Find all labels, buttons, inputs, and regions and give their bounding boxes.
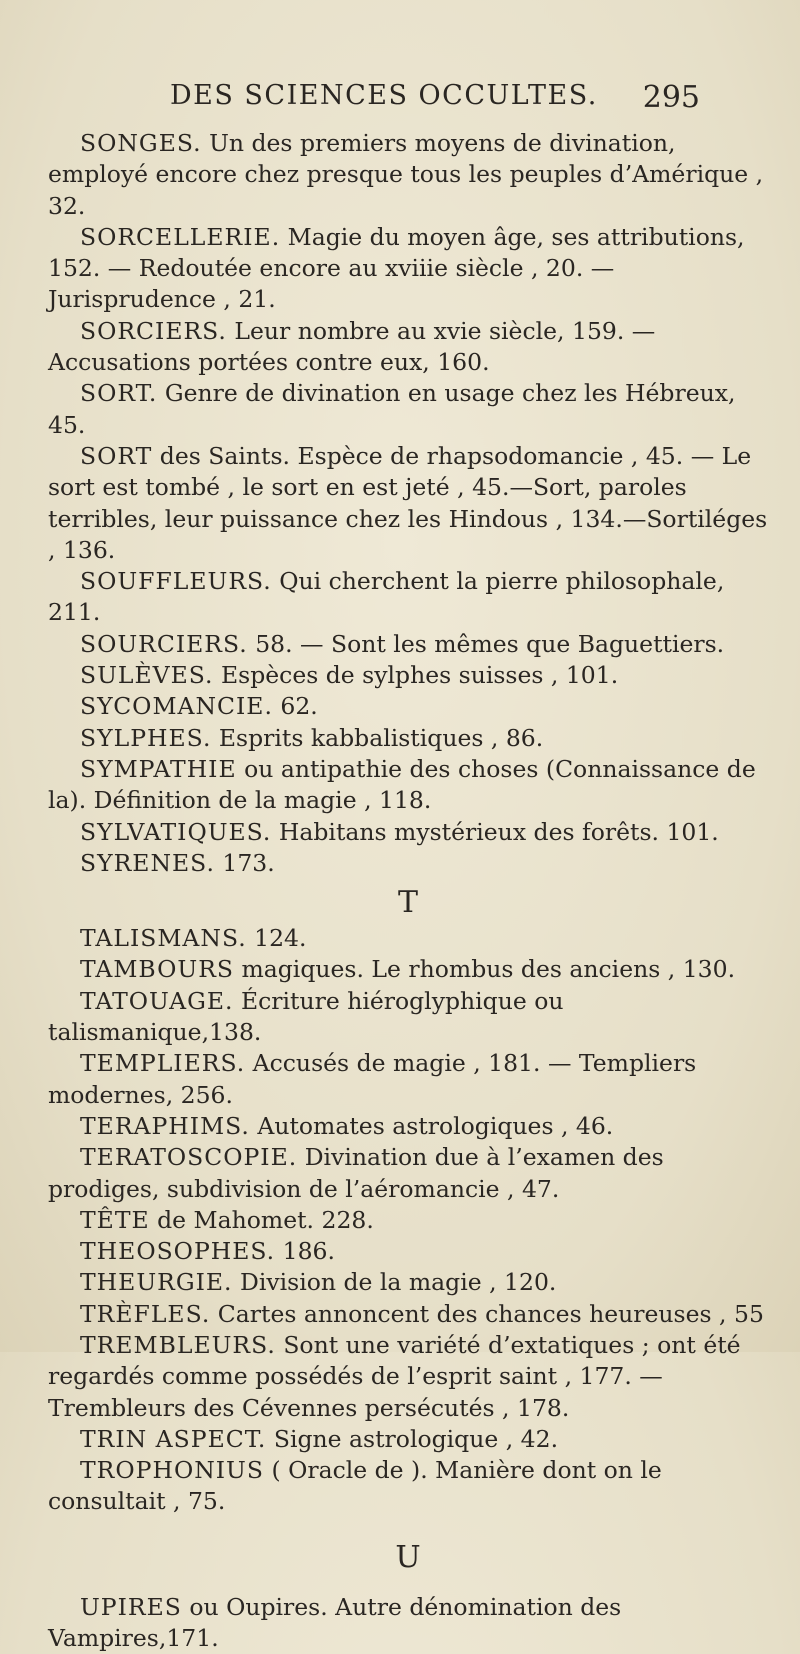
index-entry: SORCIERS. Leur nombre au xvie siècle, 159. — Accusations portées contre eux, 160. [48, 316, 656, 377]
section-letter-u: U [395, 1539, 421, 1575]
index-entry: SOUFFLEURS. Qui cherchent la pierre philosophale, 211. [48, 567, 725, 627]
index-entry: SULÈVES. Espèces de sylphes suisses , 101. [80, 661, 619, 690]
index-entry: UPIRES ou Oupires. Autre dénomination des Vampires,171. [48, 1592, 622, 1653]
index-entry: SORT des Saints. Espèce de rhapsodomancie , 45. — Le sort est tombé , le sort en est jeté , 45.—Sort, paroles terribles, leur puissance chez les Hindous , 134.—Sortiléges , 136. [48, 441, 768, 564]
page-number: 295 [642, 80, 700, 115]
page-header [170, 80, 700, 120]
index-entry: TERAPHIMS. Automates astrologiques , 46. [80, 1111, 614, 1140]
index-entry: SOURCIERS. 58. — Sont les mêmes que Baguettiers. [80, 629, 725, 658]
index-entry: TERATOSCOPIE. Divination due à l’examen des prodiges, subdivision de l’aéromancie , 47. [48, 1143, 664, 1203]
index-entry: TALISMANS. 124. [80, 924, 307, 953]
index-entry: SYLPHES. Esprits kabbalistiques , 86. [80, 723, 544, 752]
index-entry: TEMPLIERS. Accusés de magie , 181. — Templiers modernes, 256. [48, 1049, 697, 1109]
index-entry: THEOSOPHES. 186. [80, 1237, 335, 1266]
index-entries [48, 128, 768, 1654]
index-entry: TÊTE de Mahomet. 228. [80, 1205, 374, 1234]
running-title: DES SCIENCES OCCULTES. [170, 80, 598, 111]
index-entry: THEURGIE. Division de la magie , 120. [80, 1268, 557, 1297]
index-entry: SYCOMANCIE. 62. [80, 692, 318, 721]
index-entry: TROPHONIUS ( Oracle de ). Manière dont on le consultait , 75. [48, 1456, 662, 1516]
index-entry: TRIN ASPECT. Signe astrologique , 42. [80, 1424, 559, 1453]
index-entry: SORT. Genre de divination en usage chez les Hébreux, 45. [48, 379, 736, 439]
index-entry: SYLVATIQUES. Habitans mystérieux des forêts. 101. [80, 817, 719, 846]
index-entry: TATOUAGE. Écriture hiéroglyphique ou talismanique,138. [48, 986, 564, 1047]
index-entry: SYMPATHIE ou antipathie des choses (Connaissance de la). Définition de la magie , 118. [48, 754, 756, 815]
index-entry: SONGES. Un des premiers moyens de divination, employé encore chez presque tous les peuples d’Amérique , 32. [48, 129, 764, 220]
section-letter-t: T [397, 885, 418, 921]
index-entry: TRÈFLES. Cartes annoncent des chances heureuses , 55 [80, 1299, 764, 1328]
index-entry: TAMBOURS magiques. Le rhombus des anciens , 130. [80, 955, 736, 984]
index-entry: TREMBLEURS. Sont une variété d’extatiques ; ont été regardés comme possédés de l’esprit saint , 177. — Trembleurs des Cévennes persécutés , 178. [48, 1330, 741, 1422]
index-entry: SORCELLERIE. Magie du moyen âge, ses attributions, 152. — Redoutée encore au xviiie siècle , 20. — Jurisprudence , 21. [48, 222, 745, 314]
index-entry: SYRENES. 173. [80, 848, 275, 877]
